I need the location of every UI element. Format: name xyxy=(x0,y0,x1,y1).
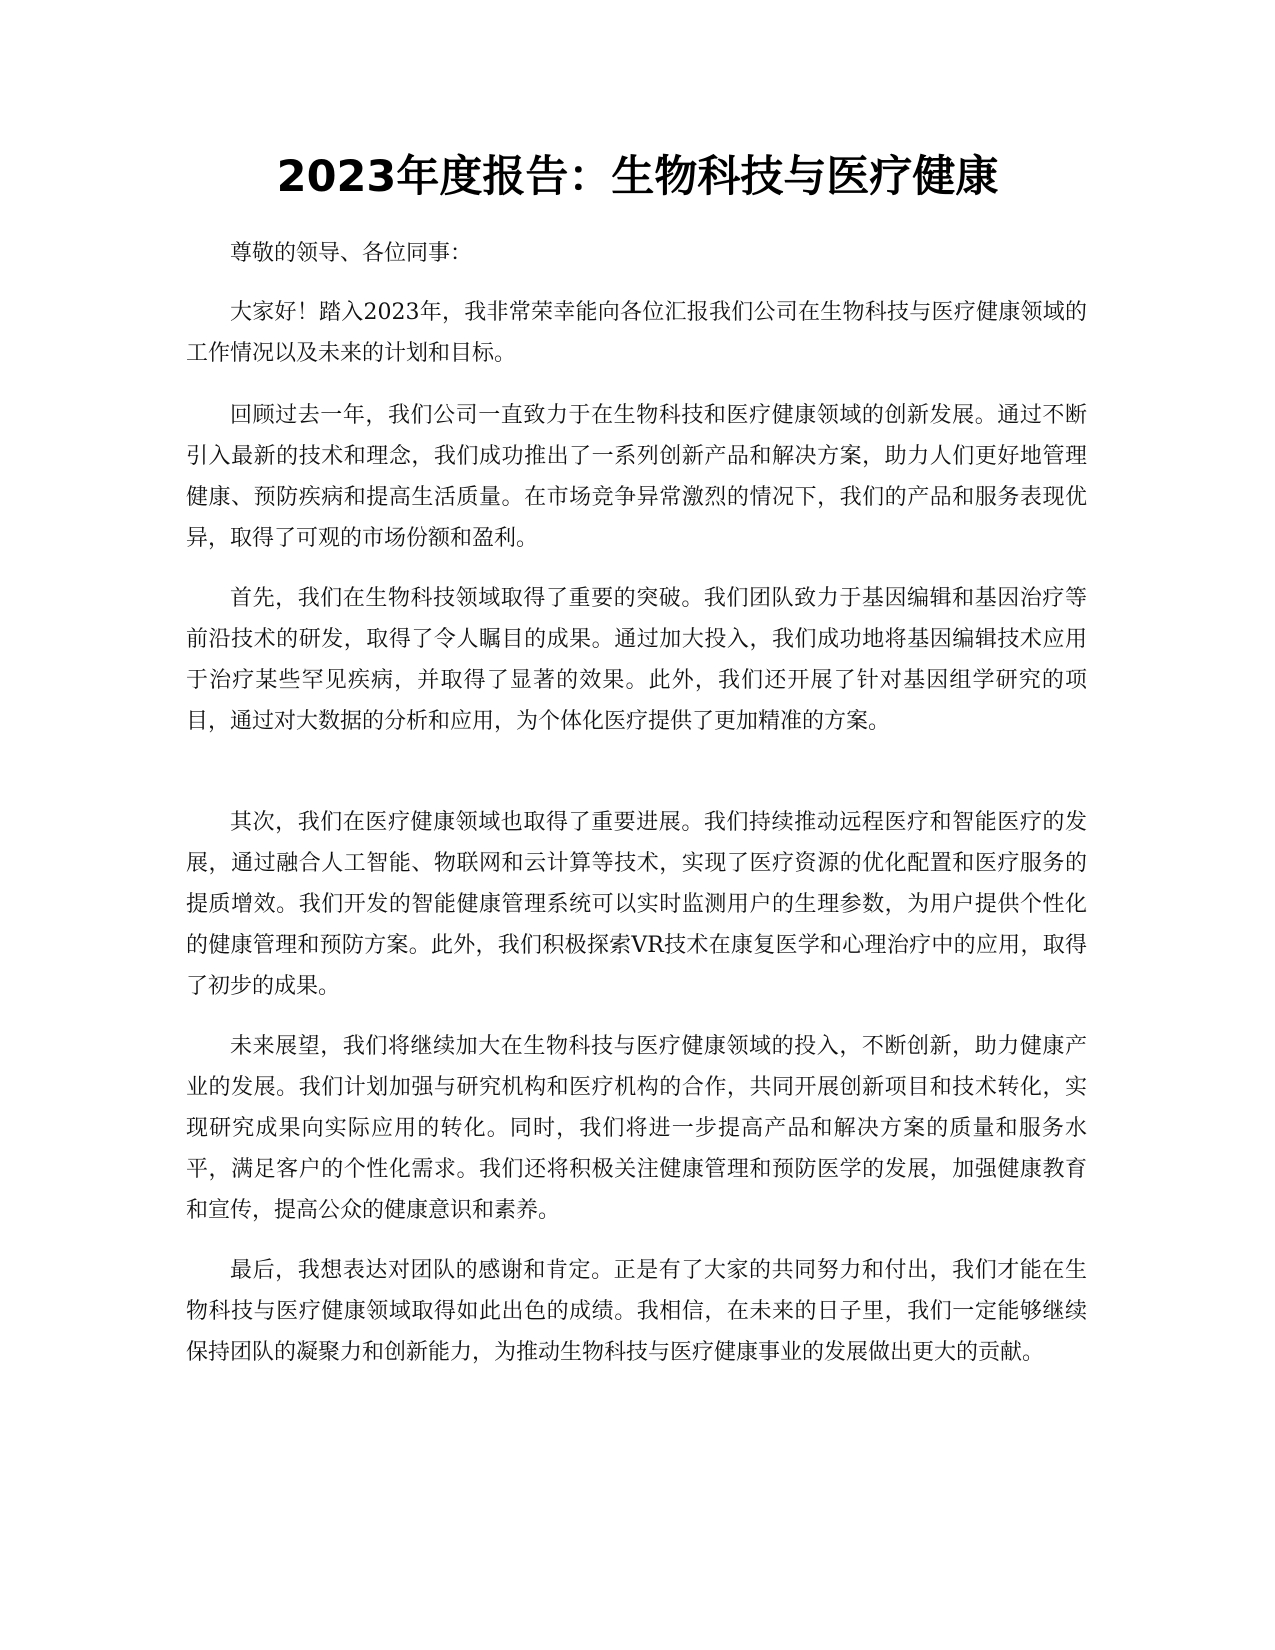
paragraph: 其次，我们在医疗健康领域也取得了重要进展。我们持续推动远程医疗和智能医疗的发展，通过融合人工智能、物联网和云计算等技术，实现了医疗资源的优化配置和医疗服务的提质增效。我们开发的智能健康管理系统可以实时监测用户的生理参数，为用户提供个性化的健康管理和预防方案。此外，我们积极探索VR技术在康复医学和心理治疗中的应用，取得了初步的成果。 xyxy=(186,810,1087,999)
paragraph: 回顾过去一年，我们公司一直致力于在生物科技和医疗健康领域的创新发展。通过不断引入最新的技术和理念，我们成功推出了一系列创新产品和解决方案，助力人们更好地管理健康、预防疾病和提高生活质量。在市场竞争异常激烈的情况下，我们的产品和服务表现优异，取得了可观的市场份额和盈利。 xyxy=(186,403,1087,551)
paragraph-6-block xyxy=(186,1250,1087,1373)
paragraph: 未来展望，我们将继续加大在生物科技与医疗健康领域的投入，不断创新，助力健康产业的发展。我们计划加强与研究机构和医疗机构的合作，共同开展创新项目和技术转化，实现研究成果向实际应用的转化。同时，我们将进一步提高产品和解决方案的质量和服务水平，满足客户的个性化需求。我们还将积极关注健康管理和预防医学的发展，加强健康教育和宣传，提高公众的健康意识和素养。 xyxy=(186,1034,1087,1223)
paragraph-5-block xyxy=(186,1026,1087,1231)
page-title: 2023年度报告：生物科技与医疗健康 xyxy=(276,152,999,202)
salutation-block xyxy=(186,233,1087,274)
paragraph: 首先，我们在生物科技领域取得了重要的突破。我们团队致力于基因编辑和基因治疗等前沿技术的研发，取得了令人瞩目的成果。通过加大投入，我们成功地将基因编辑技术应用于治疗某些罕见疾病，并取得了显著的效果。此外，我们还开展了针对基因组学研究的项目，通过对大数据的分析和应用，为个体化医疗提供了更加精准的方案。 xyxy=(186,586,1087,734)
paragraph: 最后，我想表达对团队的感谢和肯定。正是有了大家的共同努力和付出，我们才能在生物科技与医疗健康领域取得如此出色的成绩。我相信，在未来的日子里，我们一定能够继续保持团队的凝聚力和创新能力，为推动生物科技与医疗健康事业的发展做出更大的贡献。 xyxy=(186,1258,1087,1365)
salutation: 尊敬的领导、各位同事： xyxy=(230,241,473,266)
paragraph-4-block xyxy=(186,802,1087,1007)
paragraph-3-block xyxy=(186,578,1087,742)
paragraph: 大家好！踏入2023年，我非常荣幸能向各位汇报我们公司在生物科技与医疗健康领域的工作情况以及未来的计划和目标。 xyxy=(186,300,1087,366)
paragraph-1-block xyxy=(186,292,1087,374)
paragraph-2-block xyxy=(186,395,1087,559)
